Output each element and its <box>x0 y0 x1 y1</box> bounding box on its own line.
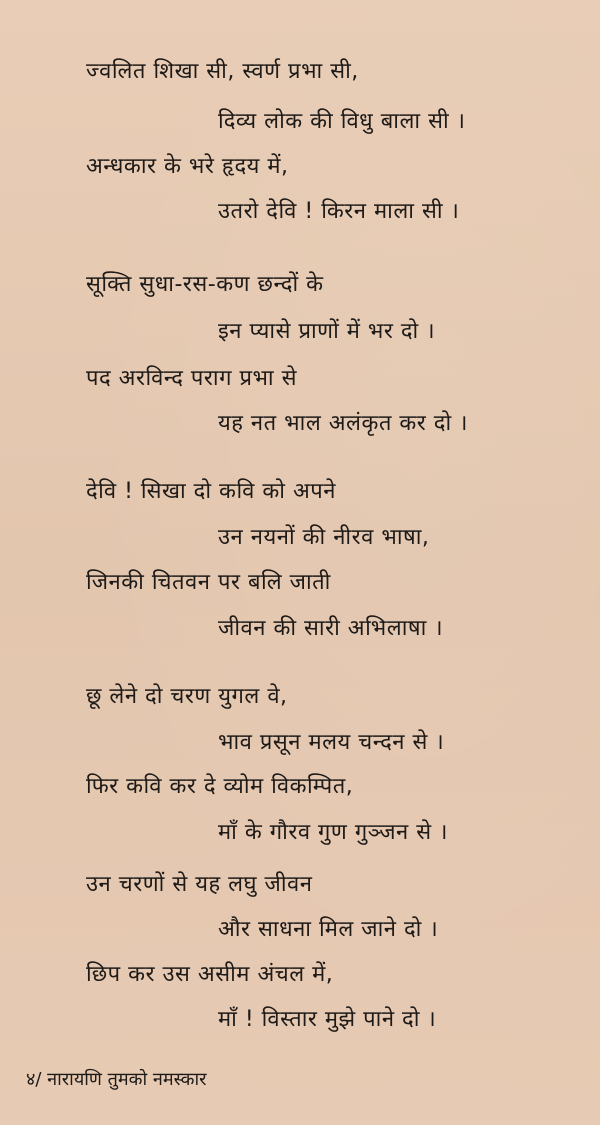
poem-line: इन प्यासे प्राणों में भर दो । <box>218 319 436 344</box>
poem-line: अन्धकार के भरे हृदय में, <box>86 154 289 179</box>
poem-line: यह नत भाल अलंकृत कर दो । <box>218 411 469 436</box>
poem-line: जिनकी चितवन पर बलि जाती <box>86 570 331 595</box>
poem-line: उन नयनों की नीरव भाषा, <box>218 525 430 550</box>
poem-line: छिप कर उस असीम अंचल में, <box>86 962 334 987</box>
poem-line: उतरो देवि ! किरन माला सी । <box>218 199 460 224</box>
poem-line: भाव प्रसून मलय चन्दन से । <box>218 730 445 755</box>
poem-line: उन चरणों से यह लघु जीवन <box>86 872 313 897</box>
poem-line: छू लेने दो चरण युगल वे, <box>86 684 288 709</box>
poem-line: दिव्य लोक की विधु बाला सी । <box>218 109 466 134</box>
poem-line: जीवन की सारी अभिलाषा । <box>218 616 444 641</box>
poem-line: माँ ! विस्तार मुझे पाने दो । <box>218 1007 437 1032</box>
page-footer: ४/ नारायणि तुमको नमस्कार <box>26 1069 207 1090</box>
poem-line: पद अरविन्द पराग प्रभा से <box>86 366 297 391</box>
poem-line: और साधना मिल जाने दो । <box>218 917 439 942</box>
poem-line: फिर कवि कर दे व्योम विकम्पित, <box>86 774 354 799</box>
poem-line: ज्वलित शिखा सी, स्वर्ण प्रभा सी, <box>86 59 359 84</box>
poem-line: सूक्ति सुधा-रस-कण छन्दों के <box>86 272 324 297</box>
poem-line: माँ के गौरव गुण गुञ्जन से । <box>218 820 448 845</box>
poem-line: देवि ! सिखा दो कवि को अपने <box>86 479 336 504</box>
